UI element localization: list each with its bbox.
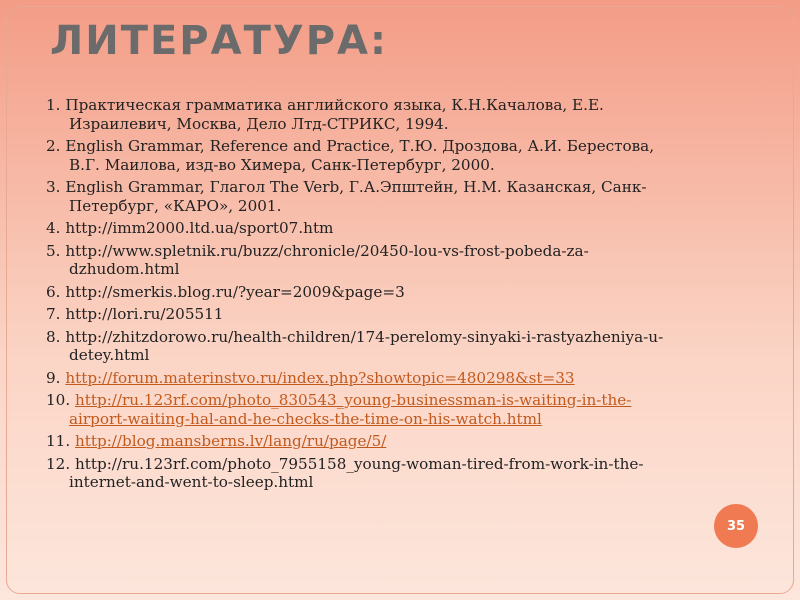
reference-item	[46, 455, 686, 492]
reference-number: 8.	[46, 327, 61, 346]
reference-item	[46, 137, 686, 174]
reference-number: 5.	[46, 241, 61, 260]
reference-list	[46, 96, 686, 496]
reference-text: http://lori.ru/205511	[65, 305, 224, 323]
reference-number: 4.	[46, 219, 61, 237]
reference-number: 7.	[46, 305, 61, 323]
reference-item	[46, 369, 686, 388]
reference-number: 9.	[46, 368, 61, 387]
reference-item	[46, 432, 686, 451]
slide-title: ЛИТЕРАТУРА:	[50, 18, 388, 64]
reference-number: 3.	[46, 178, 61, 196]
reference-link[interactable]: http://forum.materinstvo.ru/index.php?showtopic=480298&st=33	[65, 368, 575, 387]
reference-link[interactable]: http://ru.123rf.com/photo_830543_young-businessman-is-waiting-in-the-airport-waiting-hal-and-he-checks-the-time-on-his-watch.html	[69, 391, 632, 428]
reference-number: 6.	[46, 282, 61, 301]
reference-text: English Grammar, Глагол The Verb, Г.А.Эпштейн, Н.М. Казанская, Санк-Петербург, «КАРО», 2001.	[65, 178, 647, 215]
reference-item	[46, 328, 686, 365]
reference-link[interactable]: http://blog.mansberns.lv/lang/ru/page/5/	[74, 432, 387, 450]
reference-text: http://www.spletnik.ru/buzz/chronicle/20450-lou-vs-frost-pobeda-za-dzhudom.html	[65, 241, 589, 278]
reference-item	[46, 219, 686, 238]
reference-text: http://imm2000.ltd.ua/sport07.htm	[65, 219, 334, 237]
reference-item	[46, 242, 686, 279]
reference-text: English Grammar, Reference and Practice, Т.Ю. Дроздова, А.И. Берестова, В.Г. Маилова, изд-во Химера, Санк-Петербург, 2000.	[65, 137, 655, 174]
reference-item	[46, 305, 686, 324]
reference-number: 11.	[46, 432, 71, 450]
reference-text: http://smerkis.blog.ru/?year=2009&page=3	[65, 282, 405, 301]
reference-number: 1.	[46, 96, 61, 114]
reference-item	[46, 96, 686, 133]
reference-item	[46, 391, 686, 428]
reference-number: 2.	[46, 137, 61, 155]
reference-text: Практическая грамматика английского языка, К.Н.Качалова, Е.Е. Израилевич, Москва, Дело Лтд-СТРИКС, 1994.	[65, 96, 604, 133]
reference-number: 12.	[46, 454, 71, 473]
reference-number: 10.	[46, 391, 71, 409]
reference-text: http://ru.123rf.com/photo_7955158_young-woman-tired-from-work-in-the-internet-and-went-to-sleep.html	[69, 454, 644, 491]
reference-text: http://zhitzdorowo.ru/health-children/174-perelomy-sinyaki-i-rastyazheniya-u-detey.html	[65, 327, 664, 364]
reference-item	[46, 178, 686, 215]
reference-item	[46, 283, 686, 302]
page-number-badge: 35	[714, 504, 758, 548]
